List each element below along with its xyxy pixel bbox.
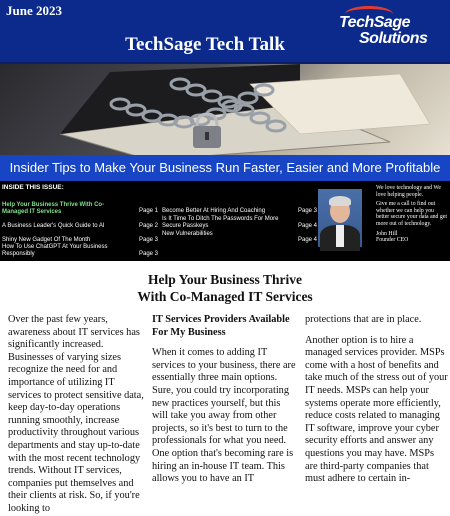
photo-shirt	[336, 225, 344, 247]
logo-line2: Solutions	[359, 30, 428, 47]
toc-page: Page 1	[139, 208, 159, 214]
toc-page: Page 3	[298, 208, 318, 214]
toc-page: Page 4	[298, 223, 318, 229]
toc-item[interactable]: A Business Leader's Quick Guide to AI	[2, 223, 105, 229]
author-note	[376, 185, 448, 244]
issue-heading: INSIDE THIS ISSUE:	[2, 184, 64, 191]
photo-hair	[329, 196, 351, 206]
company-logo	[339, 6, 447, 56]
toc-item[interactable]: How To Use ChatGPT At Your Business Responsibly	[2, 244, 108, 257]
column-2-subheading: IT Services Providers Available For My Business	[152, 314, 290, 338]
logo-line1: TechSage	[339, 14, 410, 31]
article-column-2	[152, 314, 298, 485]
headline-line1: Help Your Business Thrive	[148, 272, 302, 287]
masthead	[0, 0, 450, 64]
column-1-text: Over the past few years, awareness about IT services has significantly increased. Businesses of varying sizes recognize the need for and importance of utilizing IT services to protect sensitive data, keep day-to-day operations running smoothly, increase productivity throughout various departments and stay up-to-date with the most recent technology trends. Without IT services, companies put themselves and their clients at risk. So, if you're looking to	[8, 314, 144, 514]
toc-page: Page 4	[298, 237, 318, 243]
hero-image-chained-laptop	[0, 64, 450, 160]
newsletter-title: TechSage Tech Talk	[125, 34, 285, 55]
signer-name: John Hill	[376, 230, 398, 237]
toc-page: Page 2	[139, 223, 159, 229]
toc-item[interactable]: Shiny New Gadget Of The Month	[2, 237, 91, 243]
article-column-3	[305, 314, 448, 485]
toc-item[interactable]: New Vulnerabilities	[162, 231, 213, 237]
headline-line2: With Co-Managed IT Services	[137, 289, 313, 304]
column-3-text-1: protections that are in place.	[305, 314, 422, 325]
tagline-band: Insider Tips to Make Your Business Run Faster, Easier and More Profitable	[0, 155, 450, 181]
signer-title: Founder CEO	[376, 237, 409, 244]
toc-page: Page 3	[139, 251, 159, 257]
column-3-text-2: Another option is to hire a managed services provider. MSPs come with a host of benefits and take much of the stress out of your IT needs. MSPs can help your systems operate more efficiently, reduce costs related to managing IT software, improve your cyber security efforts and answer any questions you may have. MSPs are third-party companies that must adhere to certain in-	[305, 334, 448, 485]
author-note-1: We love technology and We love helping people.	[376, 185, 441, 198]
toc-item[interactable]: Is It Time To Ditch The Passwords For More Secure Passkeys	[162, 216, 279, 229]
article-column-1	[8, 314, 144, 514]
issue-date: June 2023	[6, 3, 62, 18]
article-headline	[0, 271, 450, 305]
author-photo	[318, 189, 362, 247]
toc-page: Page 3	[139, 237, 159, 243]
toc-item[interactable]: Help Your Business Thrive With Co-Managed IT Services	[2, 202, 105, 215]
inside-this-issue	[0, 181, 450, 261]
author-note-2: Give me a call to find out whether we can help you better secure your data and get more out of technology.	[376, 201, 447, 227]
toc-item[interactable]: Become Better At Hiring And Coaching	[162, 208, 266, 214]
column-2-text: When it comes to adding IT services to your business, there are essentially three main options. Sure, you could try incorporating new practices yourself, but this will take you away from other projects, so it's best to turn to the professionals for what you need. One option that's becoming rare is hiring an in-house IT team. This allows you to have an IT	[152, 347, 296, 485]
